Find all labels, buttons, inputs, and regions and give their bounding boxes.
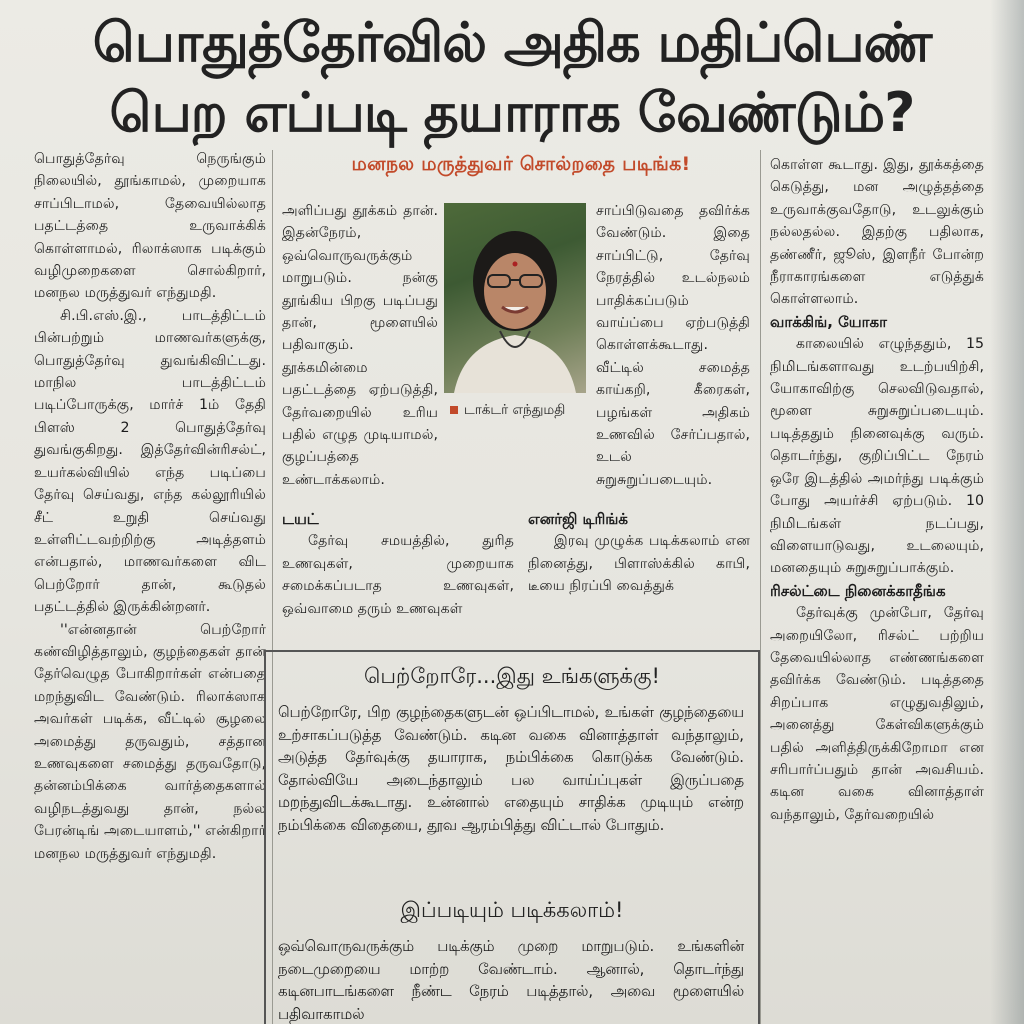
photo-caption-text: டாக்டர் எந்துமதி <box>464 402 566 418</box>
column-rule-2 <box>760 150 761 1024</box>
col3-paragraph-2: இரவு முழுக்க படிக்கலாம் என நினைத்து, பிளாஸ்க்கில் காபி, டீயை நிரப்பி வைத்துக் <box>528 533 750 595</box>
col4-paragraph-1: கொள்ள கூடாது. இது, தூக்கத்தை கெடுத்து, மன அழுத்தத்தை உருவாக்குவதோடு, உடலுக்கும் நல்லதல்ல. இதற்கு பதிலாக, தண்ணீர், ஜூஸ், இளநீர் போன்ற நீராகாரங்களை எடுத்துக் கொள்ளலாம். <box>770 157 984 308</box>
article-column-1 <box>34 148 266 865</box>
box-paragraph-study-method: ஒவ்வொருவருக்கும் படிக்கும் முறை மாறுபடும். உங்களின் நடைமுறையை மாற்ற வேண்டாம். ஆனால், தொடர்ந்து கடினபாடங்களை நீண்ட நேரம் படித்தால், அவை மூளையில் பதிவாகாமல் <box>278 938 744 1023</box>
box-text-study-method <box>278 936 744 1024</box>
col2-paragraph-1: அளிப்பது தூக்கம் தான். இதன்நேரம், ஒவ்வொருவருக்கும் மாறுபடும். நன்கு தூங்கிய பிறகு படிப்பது தான், மூளையில் பதிவாகும். தூக்கமின்மை பதட்டத்தை ஏற்படுத்தி, தேர்வறையில் உரிய பதில் எழுத முடியாமல், குழப்பத்தை உண்டாக்கலாம். <box>282 203 438 488</box>
article-column-3-bottom <box>528 508 750 598</box>
col1-paragraph-2: சி.பி.எஸ்.இ., பாடத்திட்டம் பின்பற்றும் மாணவர்களுக்கு, பொதுத்தேர்வு துவங்கிவிட்டது. மாநில பாடத்திட்டம் படிப்போருக்கு, மார்ச் 1ம் தேதி பிளஸ் 2 பொதுத்தேர்வு துவங்குகிறது. இத்தேர்வின்ரிசல்ட், உயர்கல்வியில் எந்த படிப்பை தேர்வு செய்வது, எந்த கல்லூரியில் சீட் உறுதி செய்வது உள்ளிட்டவற்றிற்கு அடித்தளம் என்பதால், மாணவர்களை விட பெற்றோர் தான், கூடுதல் பதட்டத்தில் இருக்கின்றனர். <box>34 307 266 616</box>
box-text-parents <box>278 702 744 837</box>
box-title-parents: பெற்றோரே...இது உங்களுக்கு! <box>364 664 660 688</box>
article-column-2-top <box>282 200 438 491</box>
subheadline: மனநல மருத்துவர் சொல்றதை படிங்க! <box>351 153 691 175</box>
col4-paragraph-2: காலையில் எழுந்ததும், 15 நிமிடங்களாவது உடற்பயிற்சி, யோகாவிற்கு செலவிடுவதால், மூளை சுறுசுறுப்படையும். படித்ததும் நினைவுக்கு வரும். தொடர்ந்து, குறிப்பிட்ட நேரம் ஒரே இடத்தில் அமர்ந்து படிக்கும் போது அயர்ச்சி ஏற்படும். 10 நிமிடங்கள் நடப்பது, விளையாடுவது, உடலையும், மனதையும் சுறுசுறுப்பாக்கும். <box>770 336 984 577</box>
col1-paragraph-3: ''என்னதான் பெற்றோர் கண்விழித்தாலும், குழந்தைகள் தான் தேர்வெழுத போகிறார்கள் என்பதை மறந்துவிட வேண்டும். ரிலாக்ஸாக அவர்கள் படிக்க, வீட்டில் சூழலை அமைத்து தருவதும், சத்தான உணவுகளை சமைத்து தருவதோடு, தன்னம்பிக்கை வார்த்தைகளால் வழிநடத்துவது தான், நல்ல பேரன்டிங் அடையாளம்,'' என்கிறார் மனநல மருத்துவர் எந்துமதி. <box>34 621 266 862</box>
doctor-photo <box>444 203 586 393</box>
col2-paragraph-2: தேர்வு சமயத்தில், துரித உணவுகள், முறையாக சமைக்கப்படாத உணவுகள், ஒவ்வாமை தரும் உணவுகள் <box>282 533 514 617</box>
photo-caption <box>450 402 565 420</box>
caption-square-icon <box>450 406 458 414</box>
col1-paragraph-1: பொதுத்தேர்வு நெருங்கும் நிலையில், தூங்காமல், முறையாக சாப்பிடாமல், தேவையில்லாத பதட்டத்தை உருவாக்கிக் கொள்ளாமல், ரிலாக்ஸாக படிக்கும் வழிமுறைகளை சொல்கிறார், மனநல மருத்துவர் எந்துமதி. <box>34 151 266 302</box>
article-column-2-bottom <box>282 508 514 620</box>
box-title-study-method: இப்படியும் படிக்கலாம்! <box>400 898 624 922</box>
col4-subhead-result: ரிசல்ட்டை நினைக்காதீங்க <box>770 581 946 600</box>
col3-paragraph-1-start <box>596 200 750 491</box>
doctor-portrait-icon <box>444 203 586 393</box>
col2-paragraph-1-start <box>282 200 438 491</box>
col4-paragraph-3: தேர்வுக்கு முன்போ, தேர்வு அறையிலோ, ரிசல்ட் பற்றிய தேவையில்லாத எண்ணங்களை தவிர்க்க வேண்டும். படித்ததை சிறப்பாக எழுதுவதிலும், அனைத்து கேள்விகளுக்கும் பதில் அளித்திருக்கிறோமா என சரிபார்ப்பதும் தான் அவசியம். கடின வகை வினாத்தாள் வந்தாலும், தேர்வறையில் <box>770 605 984 823</box>
article-column-3-top <box>596 200 750 491</box>
headline-line2: பெற எப்படி தயாராக வேண்டும்? <box>109 81 915 144</box>
col2-subhead-diet: டயட் <box>282 510 319 528</box>
page-edge-shadow <box>990 0 1024 1024</box>
box-paragraph-parents: பெற்றோரே, பிற குழந்தைகளுடன் ஒப்பிடாமல், உங்கள் குழந்தையை உற்சாகப்படுத்த வேண்டும். கடின வகை வினாத்தாள் வந்தாலும், அடுத்த தேர்வுக்கு தயாராக, நம்பிக்கை கொடுக்க வேண்டும். தோல்வியே அடைந்தாலும் பல வாய்ப்புகள் இருப்பதை மறந்துவிடக்கூடாது. உன்னால் எதையும் சாதிக்க முடியும் என்ற நம்பிக்கை விதையை, தூவ ஆரம்பித்து விட்டால் போதும். <box>278 704 744 834</box>
col3-subhead-energy-drink: எனர்ஜி டிரிங்க் <box>528 510 629 528</box>
col3-paragraph-1: சாப்பிடுவதை தவிர்க்க வேண்டும். இதை சாப்பிட்டு, தேர்வு நேரத்தில் உடல்நலம் பாதிக்கப்படும் வாய்ப்பை ஏற்படுத்தி கொள்ளக்கூடாது. வீட்டில் சமைத்த காய்கறி, கீரைகள், பழங்கள் அதிகம் உணவில் சேர்ப்பதால், உடல் சுறுசுறுப்படையும். <box>596 203 750 488</box>
headline-line1: பொதுத்தேர்வில் அதிக மதிப்பெண் <box>92 11 932 74</box>
article-column-4 <box>770 154 984 826</box>
col4-subhead-walking-yoga: வாக்கிங், யோகா <box>770 312 887 331</box>
